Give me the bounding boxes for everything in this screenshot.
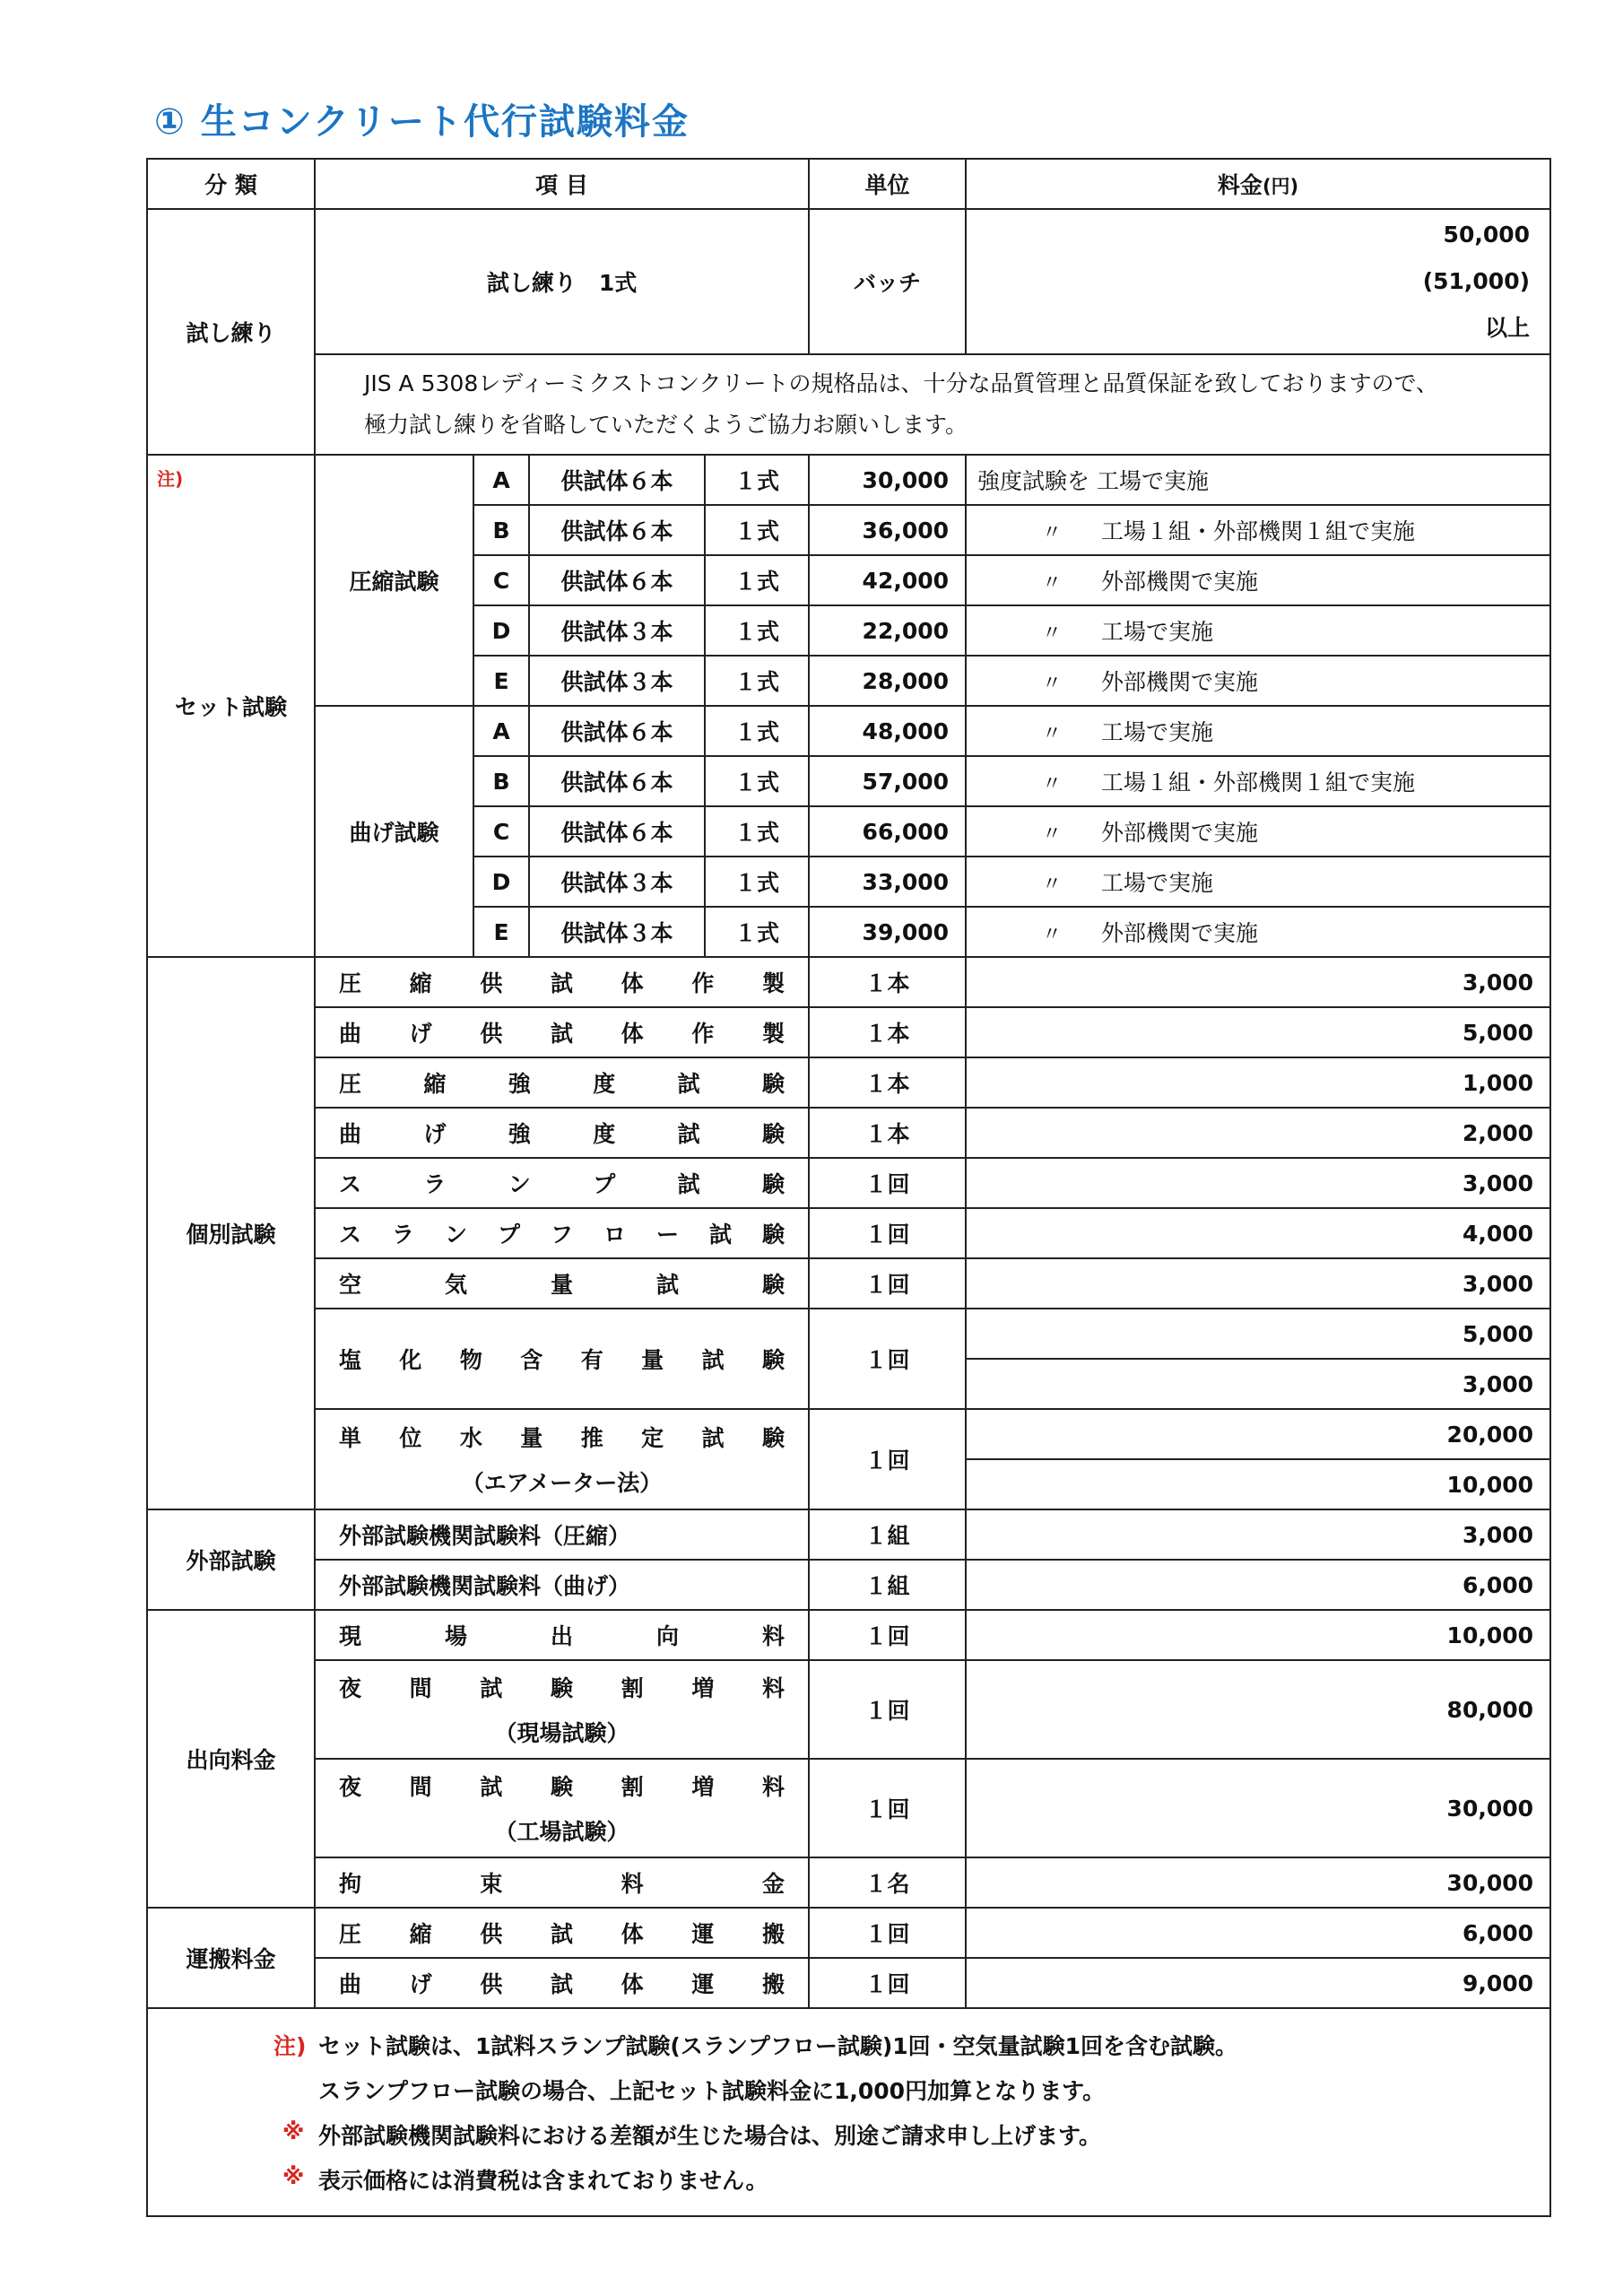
price-table — [146, 158, 1551, 2217]
table-row — [147, 209, 1550, 354]
footer-line-2: スランプフロー試験の場合、上記セット試験料金に1,000円加算となります。 — [318, 2078, 1106, 2104]
table-header — [147, 159, 1550, 209]
table-row: E 供試体３本 １式 28,000 〃 外部機関で実施 — [147, 656, 1550, 706]
table-row: C 供試体６本 １式 42,000 〃 外部機関で実施 — [147, 555, 1550, 605]
footer-line-3: 外部試験機関試験料における差額が生じた場合は、別途ご請求申し上げます。 — [318, 2123, 1102, 2149]
header-category: 分 類 — [147, 159, 315, 209]
table-row: 曲げ供試体作製 １本 5,000 — [147, 1007, 1550, 1057]
table-row: D 供試体３本 １式 22,000 〃 工場で実施 — [147, 605, 1550, 656]
trial-item: 試し練り 1式 — [315, 209, 809, 354]
trial-unit: バッチ — [809, 209, 966, 354]
group-bending: 曲げ試験 — [315, 706, 473, 957]
table-row: 外部試験機関試験料（曲げ） １組 6,000 — [147, 1560, 1550, 1610]
page-title: ① 生コンクリート代行試験料金 — [154, 101, 690, 143]
table-row: B 供試体６本 １式 57,000 〃 工場１組・外部機関１組で実施 — [147, 756, 1550, 806]
category-individual: 個別試験 — [147, 957, 315, 1509]
table-row: 運搬料金 圧縮供試体運搬 １回 6,000 — [147, 1908, 1550, 1958]
table-row: E 供試体３本 １式 39,000 〃 外部機関で実施 — [147, 907, 1550, 957]
footer-line-1: セット試験は、1試料スランプ試験(スランプフロー試験)1回・空気量試験1回を含む試験。 — [318, 2033, 1238, 2059]
table-row: 出向料金 現場出向料 １回 10,000 — [147, 1610, 1550, 1660]
footer-mark-1: ※ — [282, 2118, 305, 2144]
jis-note: JIS A 5308レディーミクストコンクリートの規格品は、十分な品質管理と品質保証を致しておりますので、 極力試し練りを省略していただくようご協力お願いします。 — [315, 354, 1550, 455]
table-row: 塩化物含有量試験 １回 5,000 — [147, 1309, 1550, 1359]
trial-price: 50,000 (51,000) 以上 — [966, 209, 1550, 354]
footer-notes — [147, 2008, 1550, 2216]
category-set: 注) セット試験 — [147, 455, 315, 957]
table-row: 夜間試験割増料 （工場試験） １回 30,000 — [147, 1759, 1550, 1857]
header-unit: 単位 — [809, 159, 966, 209]
table-row: C 供試体６本 １式 66,000 〃 外部機関で実施 — [147, 806, 1550, 857]
table-row — [147, 354, 1550, 455]
category-trial: 試し練り — [147, 209, 315, 455]
footer-line-4: 表示価格には消費税は含まれておりません。 — [318, 2168, 768, 2194]
table-row: 空気量試験 １回 3,000 — [147, 1258, 1550, 1309]
header-price: 料金(円) — [966, 159, 1550, 209]
table-row: 単位水量推定試験 （エアメーター法） １回 20,000 — [147, 1409, 1550, 1459]
note-mark: 注) — [157, 468, 184, 490]
table-row: 外部試験 外部試験機関試験料（圧縮） １組 3,000 — [147, 1509, 1550, 1560]
table-row: スランプフロー試験 １回 4,000 — [147, 1208, 1550, 1258]
table-row: 圧縮強度試験 １本 1,000 — [147, 1057, 1550, 1108]
footer-mark-2: ※ — [282, 2163, 305, 2189]
category-transport: 運搬料金 — [147, 1908, 315, 2008]
category-external: 外部試験 — [147, 1509, 315, 1610]
table-row: 10,000 — [147, 1459, 1550, 1509]
table-row: 曲げ強度試験 １本 2,000 — [147, 1108, 1550, 1158]
table-row: 注) セット試験 圧縮試験 A 供試体６本 １式 30,000 強度試験を 工場で実施 — [147, 455, 1550, 505]
table-row: D 供試体３本 １式 33,000 〃 工場で実施 — [147, 857, 1550, 907]
group-compression: 圧縮試験 — [315, 455, 473, 706]
table-row: 個別試験 圧縮供試体作製 １本 3,000 — [147, 957, 1550, 1007]
header-item: 項 目 — [315, 159, 809, 209]
table-row: 夜間試験割増料 （現場試験） １回 80,000 — [147, 1660, 1550, 1759]
table-row: 3,000 — [147, 1359, 1550, 1409]
table-row: 拘束料金 １名 30,000 — [147, 1857, 1550, 1908]
table-row: B 供試体６本 １式 36,000 〃 工場１組・外部機関１組で実施 — [147, 505, 1550, 555]
footer-note-mark: 注) — [273, 2033, 307, 2059]
table-row: 曲げ試験 A 供試体６本 １式 48,000 〃 工場で実施 — [147, 706, 1550, 756]
category-dispatch: 出向料金 — [147, 1610, 315, 1908]
table-row: スランプ試験 １回 3,000 — [147, 1158, 1550, 1208]
table-row: 曲げ供試体運搬 １回 9,000 — [147, 1958, 1550, 2008]
